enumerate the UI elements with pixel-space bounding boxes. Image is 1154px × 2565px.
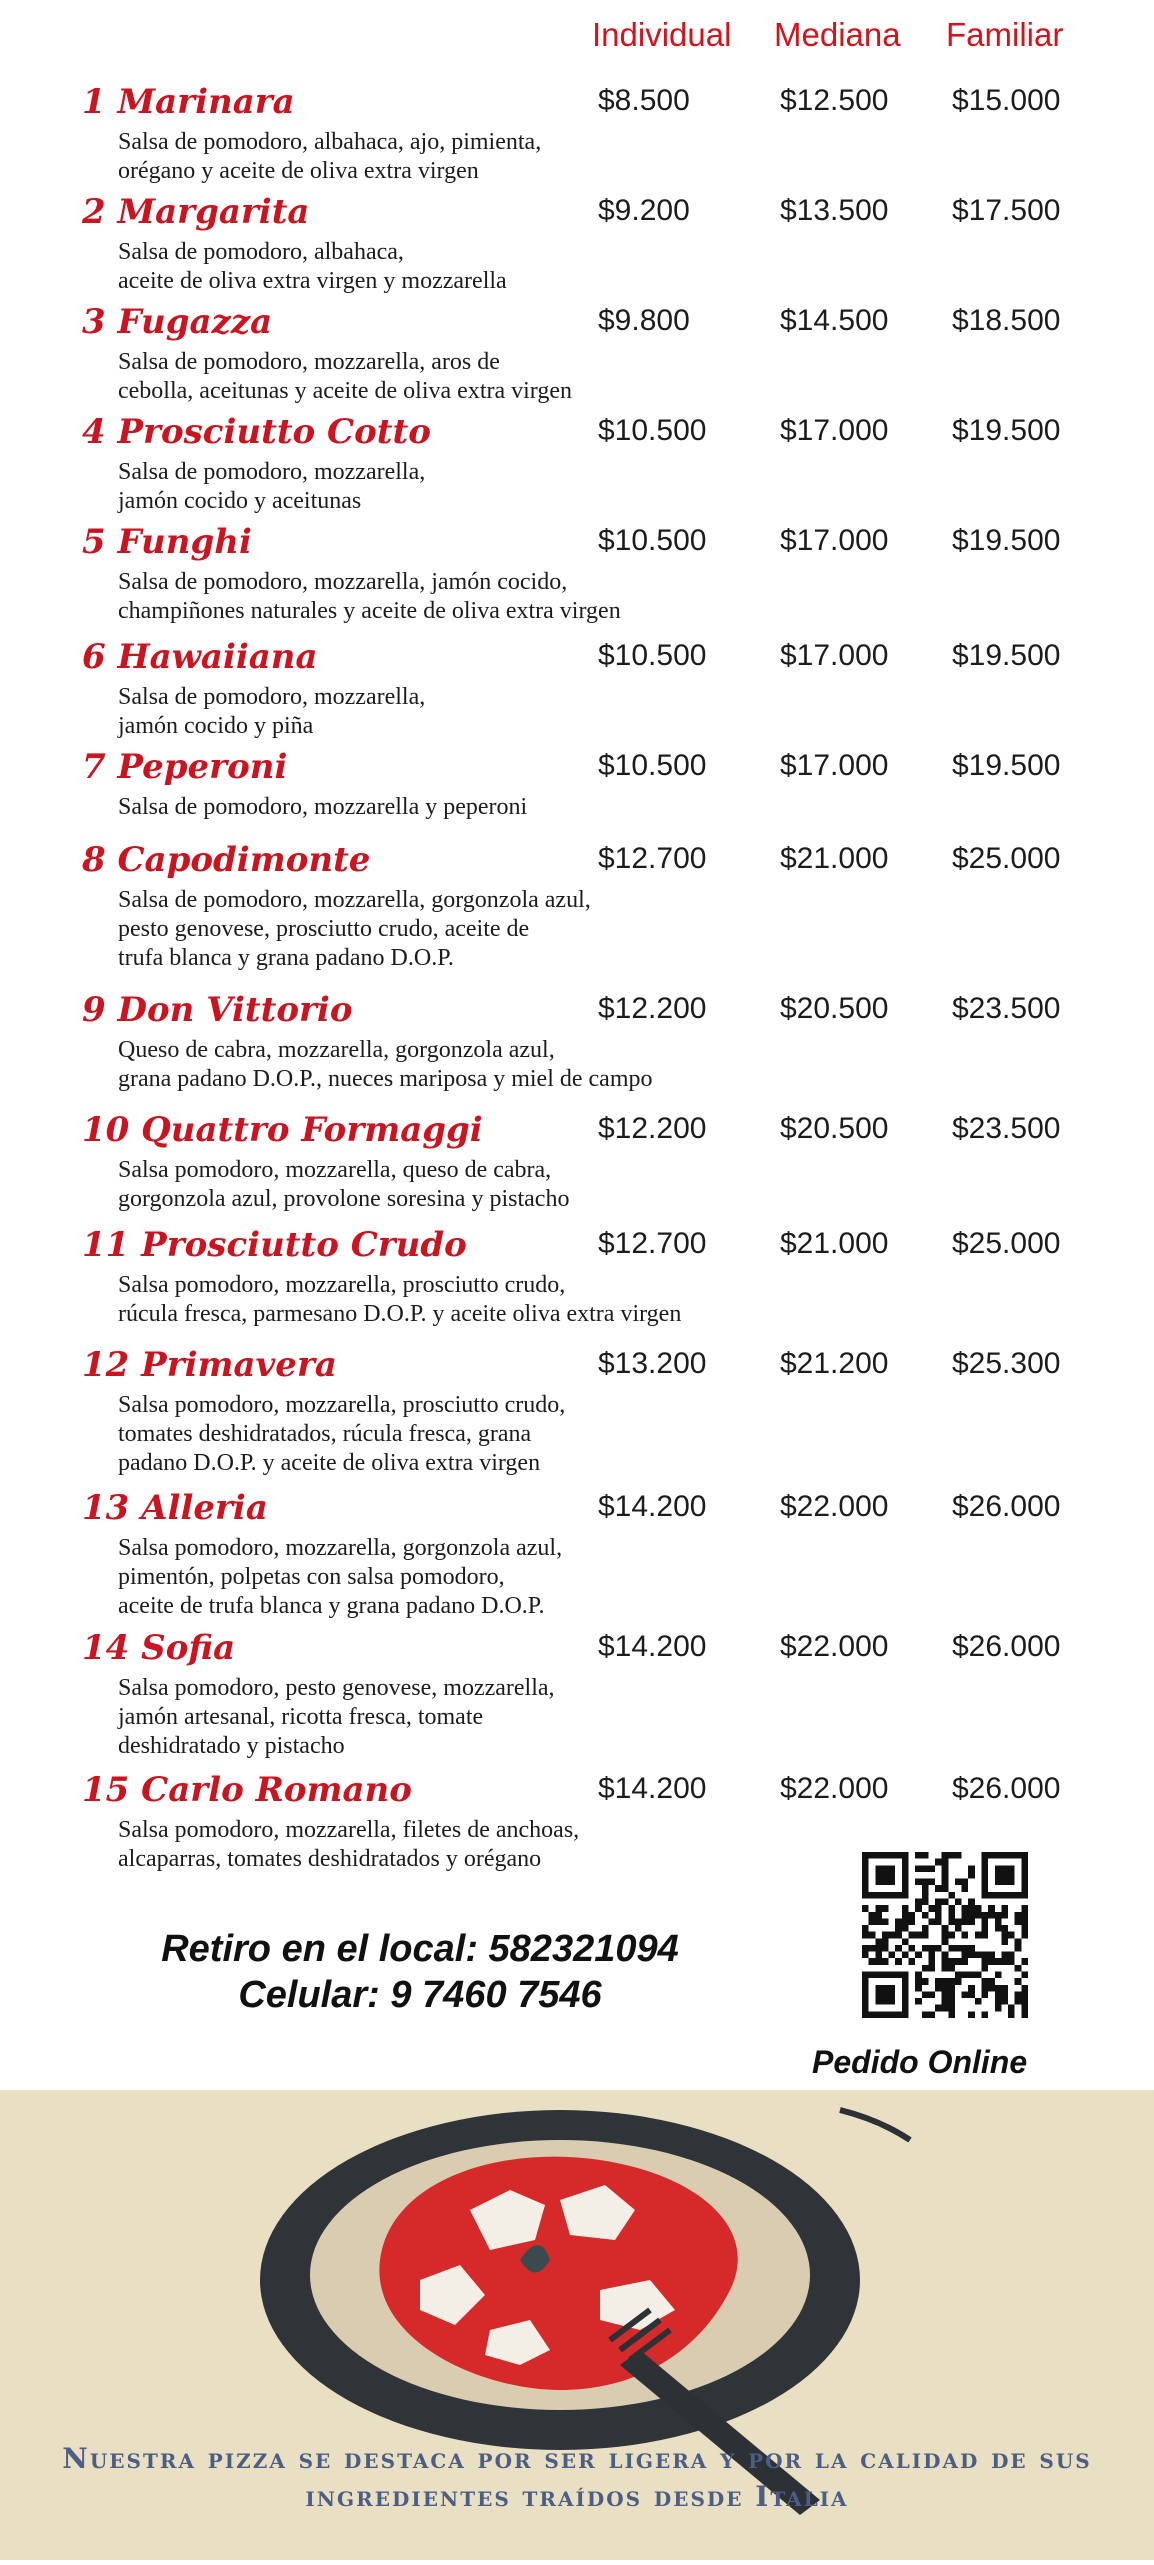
price-individual: $10.500 — [598, 639, 707, 672]
contact-block — [100, 1926, 740, 2018]
description-line: Salsa de pomodoro, mozzarella, — [118, 459, 426, 485]
pizza-description — [118, 1674, 555, 1761]
pizza-description — [118, 1156, 569, 1214]
description-line: gorgonzola azul, provolone soresina y pistacho — [118, 1186, 570, 1212]
description-line: alcaparras, tomates deshidratados y orégano — [118, 1846, 542, 1872]
price-individual: $8.500 — [598, 84, 690, 117]
description-line: jamón cocido y aceitunas — [118, 488, 362, 514]
pizza-name: 11 Prosciutto Crudo — [82, 1225, 467, 1265]
price-individual: $10.500 — [598, 414, 707, 447]
pizza-name: 12 Primavera — [82, 1345, 337, 1385]
description-line: Salsa de pomodoro, mozzarella, gorgonzola azul, — [118, 887, 591, 913]
price-mediana: $13.500 — [780, 194, 889, 227]
description-line: rúcula fresca, parmesano D.O.P. y aceite oliva extra virgen — [118, 1301, 682, 1327]
price-individual: $12.700 — [598, 1227, 707, 1260]
pizza-name: 4 Prosciutto Cotto — [82, 412, 431, 452]
price-familiar: $25.300 — [952, 1347, 1061, 1380]
description-line: jamón artesanal, ricotta fresca, tomate — [118, 1704, 484, 1730]
pizza-name: 3 Fugazza — [82, 302, 273, 342]
pizza-description — [118, 1816, 579, 1874]
description-line: orégano y aceite de oliva extra virgen — [118, 158, 479, 184]
price-mediana: $22.000 — [780, 1772, 889, 1805]
pizza-name: 13 Alleria — [82, 1488, 268, 1528]
price-individual: $12.700 — [598, 842, 707, 875]
cell-phone: Celular: 9 7460 7546 — [238, 1974, 602, 2016]
price-mediana: $22.000 — [780, 1490, 889, 1523]
description-line: Salsa de pomodoro, mozzarella, — [118, 684, 426, 710]
price-familiar: $26.000 — [952, 1772, 1061, 1805]
description-line: pesto genovese, prosciutto crudo, aceite de — [118, 916, 530, 942]
pizza-name: 10 Quattro Formaggi — [82, 1110, 483, 1150]
pizza-description — [118, 568, 621, 626]
pizza-name: 15 Carlo Romano — [82, 1770, 412, 1810]
description-line: pimentón, polpetas con salsa pomodoro, — [118, 1564, 505, 1590]
pizza-description — [118, 458, 425, 516]
description-line: grana padano D.O.P., nueces mariposa y miel de campo — [118, 1066, 653, 1092]
price-familiar: $18.500 — [952, 304, 1061, 337]
description-line: deshidratado y pistacho — [118, 1733, 345, 1759]
price-familiar: $15.000 — [952, 84, 1061, 117]
pizza-name: 8 Capodimonte — [82, 840, 371, 880]
price-familiar: $19.500 — [952, 749, 1061, 782]
header-familiar: Familiar — [946, 16, 1064, 53]
price-mediana: $22.000 — [780, 1630, 889, 1663]
header-individual: Individual — [592, 16, 732, 53]
price-familiar: $19.500 — [952, 639, 1061, 672]
pizza-description — [118, 128, 541, 186]
description-line: Salsa pomodoro, mozzarella, prosciutto crudo, — [118, 1392, 566, 1418]
description-line: Salsa pomodoro, mozzarella, prosciutto crudo, — [118, 1272, 566, 1298]
description-line: padano D.O.P. y aceite de oliva extra virgen — [118, 1450, 541, 1476]
online-order-label: Pedido Online — [812, 2044, 1028, 2080]
pizza-name: 7 Peperoni — [82, 747, 288, 787]
price-mediana: $21.000 — [780, 1227, 889, 1260]
description-line: Salsa pomodoro, mozzarella, filetes de anchoas, — [118, 1817, 580, 1843]
price-individual: $13.200 — [598, 1347, 707, 1380]
description-line: champiñones naturales y aceite de oliva extra virgen — [118, 598, 621, 624]
price-mediana: $17.000 — [780, 749, 889, 782]
price-individual: $14.200 — [598, 1772, 707, 1805]
pizza-description — [118, 1271, 681, 1329]
pizza-name: 1 Marinara — [82, 82, 295, 122]
price-individual: $10.500 — [598, 524, 707, 557]
price-individual: $12.200 — [598, 1112, 707, 1145]
price-mediana: $17.000 — [780, 639, 889, 672]
description-line: Salsa pomodoro, mozzarella, gorgonzola azul, — [118, 1535, 563, 1561]
price-individual: $10.500 — [598, 749, 707, 782]
price-mediana: $14.500 — [780, 304, 889, 337]
tagline — [0, 2440, 1154, 2516]
description-line: Salsa pomodoro, mozzarella, queso de cabra, — [118, 1157, 552, 1183]
description-line: Salsa de pomodoro, mozzarella, jamón cocido, — [118, 569, 568, 595]
price-mediana: $12.500 — [780, 84, 889, 117]
description-line: Salsa de pomodoro, mozzarella y peperoni — [118, 794, 528, 820]
pickup-phone: Retiro en el local: 582321094 — [161, 1928, 679, 1970]
price-mediana: $17.000 — [780, 414, 889, 447]
price-familiar: $19.500 — [952, 414, 1061, 447]
price-familiar: $26.000 — [952, 1490, 1061, 1523]
price-mediana: $17.000 — [780, 524, 889, 557]
pizza-description — [118, 683, 425, 741]
description-line: jamón cocido y piña — [118, 713, 314, 739]
price-familiar: $25.000 — [952, 842, 1061, 875]
knife — [840, 2110, 910, 2140]
price-mediana: $21.200 — [780, 1347, 889, 1380]
pizza-description — [118, 886, 591, 973]
price-individual: $14.200 — [598, 1490, 707, 1523]
price-familiar: $26.000 — [952, 1630, 1061, 1663]
qr-code[interactable] — [862, 1852, 1028, 2018]
description-line: Salsa de pomodoro, mozzarella, aros de — [118, 349, 500, 375]
description-line: aceite de trufa blanca y grana padano D.O.P. — [118, 1593, 545, 1619]
pizza-description — [118, 238, 507, 296]
pizza-description — [118, 1036, 653, 1094]
description-line: cebolla, aceitunas y aceite de oliva extra virgen — [118, 378, 573, 404]
description-line: Queso de cabra, mozzarella, gorgonzola azul, — [118, 1037, 555, 1063]
price-familiar: $25.000 — [952, 1227, 1061, 1260]
pizza-description — [118, 348, 572, 406]
description-line: Salsa pomodoro, pesto genovese, mozzarella, — [118, 1675, 555, 1701]
pizza-name: 9 Don Vittorio — [82, 990, 353, 1030]
tagline-line: Nuestra pizza se destaca por ser ligera y por la calidad de sus — [62, 2442, 1092, 2475]
tagline-line: ingredientes traídos desde Italia — [305, 2480, 849, 2513]
pizza-description — [118, 793, 527, 822]
price-mediana: $20.500 — [780, 1112, 889, 1145]
pizza-name: 5 Funghi — [82, 522, 252, 562]
pizza-name: 14 Sofia — [82, 1628, 236, 1668]
price-familiar: $19.500 — [952, 524, 1061, 557]
price-individual: $12.200 — [598, 992, 707, 1025]
description-line: trufa blanca y grana padano D.O.P. — [118, 945, 454, 971]
price-individual: $9.200 — [598, 194, 690, 227]
price-mediana: $20.500 — [780, 992, 889, 1025]
price-familiar: $23.500 — [952, 992, 1061, 1025]
pizza-name: 2 Margarita — [82, 192, 310, 232]
description-line: Salsa de pomodoro, albahaca, ajo, pimienta, — [118, 129, 542, 155]
pizza-name: 6 Hawaiiana — [82, 637, 318, 677]
price-familiar: $17.500 — [952, 194, 1061, 227]
description-line: aceite de oliva extra virgen y mozzarella — [118, 268, 507, 294]
description-line: Salsa de pomodoro, albahaca, — [118, 239, 404, 265]
price-mediana: $21.000 — [780, 842, 889, 875]
pizza-description — [118, 1391, 565, 1478]
description-line: tomates deshidratados, rúcula fresca, grana — [118, 1421, 532, 1447]
pizza-description — [118, 1534, 562, 1621]
price-individual: $14.200 — [598, 1630, 707, 1663]
price-individual: $9.800 — [598, 304, 690, 337]
price-familiar: $23.500 — [952, 1112, 1061, 1145]
header-mediana: Mediana — [774, 16, 901, 53]
